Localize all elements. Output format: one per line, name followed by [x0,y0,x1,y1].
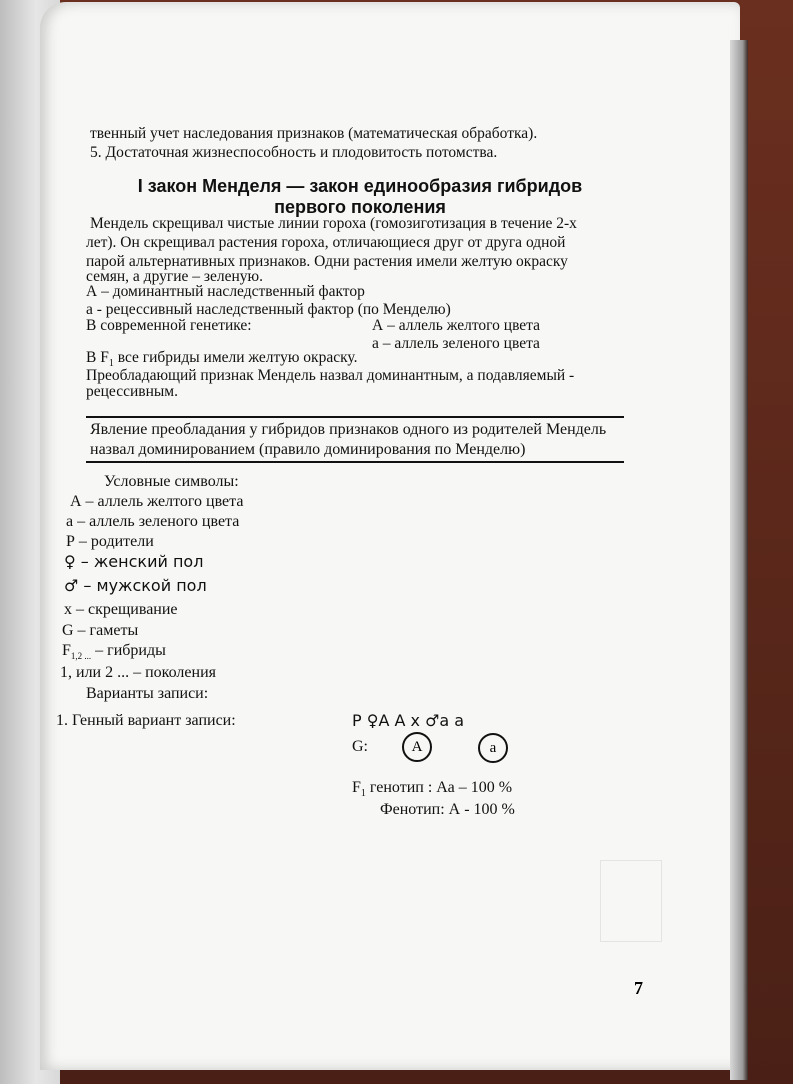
dominant-factor-def: А – доминантный наследственный фактор [86,283,365,300]
symbol-parents: Р – родители [66,533,154,550]
gene-variant-label: 1. Генный вариант записи: [56,712,236,729]
gametes-label: G: [352,738,368,755]
modern-allele-a: а – аллель зеленого цвета [372,335,540,352]
section-heading-line2: первого поколения [274,197,446,217]
symbol-allele-yellow: А – аллель желтого цвета [70,493,244,510]
symbol-generations: 1, или 2 ... – поколения [60,664,216,681]
page-stack-edge [730,40,748,1080]
requirement-item-5: 5. Достаточная жизнеспособность и плодовитость потомства. [90,144,498,161]
dominance-rule-line1: Явление преобладания у гибридов признаков одного из родителей Мендель [90,421,607,438]
box-top-rule [86,416,624,418]
bleed-through-box [600,860,662,942]
gamete-a-circle [478,733,508,763]
f1-suffix: все гибриды имели желтую окраску. [113,349,358,366]
dominance-rule-line2: назвал доминированием (правило доминирования по Менделю) [90,441,526,458]
recessive-factor-def: а - рецессивный наследственный фактор (по Менделю) [86,301,451,318]
symbol-male: ♂ – мужской пол [64,576,207,595]
dominance-text-1: Преобладающий признак Мендель назвал доминантным, а подавляемый - [86,367,575,384]
cross-notation: Р ♀А А х ♂а а [352,711,465,730]
page-number: 7 [634,978,643,998]
section-heading-line1: I закон Менделя — закон единообразия гибридов [137,176,583,196]
symbols-title: Условные символы: [104,473,239,490]
f-letter: F [62,642,71,659]
intro-line-3: парой альтернативных признаков. Одни растения имели желтую окраску [86,253,568,270]
symbol-allele-green: а – аллель зеленого цвета [66,513,240,530]
gamete-A: А [411,739,423,755]
phenotype-line: Фенотип: А - 100 % [380,801,515,818]
variants-title: Варианты записи: [86,685,209,702]
box-bottom-rule [86,461,624,463]
gamete-A-circle [402,732,432,762]
genotype-sub: 1 [360,788,366,800]
f-subscript: 1,2 ... [70,651,92,662]
f1-prefix: В F [86,349,109,366]
modern-genetics-label: В современной генетике: [86,317,252,334]
symbol-gametes: G – гаметы [62,622,139,639]
gamete-a: а [489,740,497,756]
symbol-cross: х – скрещивание [64,601,178,618]
genotype-f: F [352,779,361,796]
modern-allele-A: А – аллель желтого цвета [372,317,541,334]
intro-line-2: лет). Он скрещивал растения гороха, отличающиеся друг от друга одной [86,234,566,251]
symbol-female: ♀ – женский пол [64,552,204,571]
continuation-line: твенный учет наследования признаков (математическая обработка). [90,125,538,142]
genotype-text: генотип : Аа – 100 % [365,779,513,796]
intro-line-4: семян, а другие – зеленую. [86,268,264,285]
f-text: – гибриды [91,642,166,659]
dominance-text-2: рецессивным. [86,383,178,400]
intro-line-1: Мендель скрещивал чистые линии гороха (гомозиготизация в течение 2-х [90,215,577,232]
f1-subscript: 1 [108,358,114,370]
